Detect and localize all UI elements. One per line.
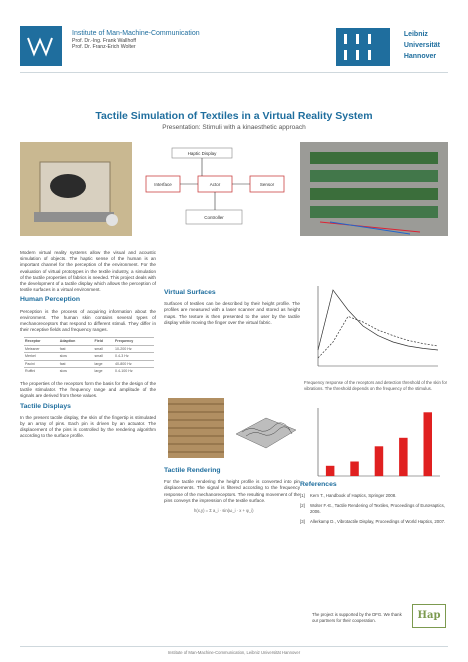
left-column xyxy=(20,250,156,444)
system-diagram xyxy=(142,144,292,234)
university-line-3: Hannover xyxy=(403,53,437,60)
table-note-paragraph: The properties of the receptors form the basis for the design of the tactile stimulator. The frequency range and amplitude of the signals are derived from these values. xyxy=(20,380,156,399)
institute-logo xyxy=(20,26,62,66)
table-cell: fast xyxy=(59,360,94,368)
bar-4 xyxy=(399,438,408,476)
university-line-2: Universität xyxy=(403,42,440,49)
perception-paragraph: Perception is the process of acquiring information about the environment. The human skin contains several types of mechanoreceptors that respond to different stimuli. They differ in their receptive fields and frequency ranges. xyxy=(20,308,156,333)
reference-text: Allerkamp D., Vibrotactile Display, Proceedings of World Haptics, 2007. xyxy=(310,519,446,525)
header-divider xyxy=(20,72,448,73)
hap-logo: Hap xyxy=(412,604,446,628)
formula: h(x,y) = Σ a_i · sin(ω_i · x + φ_i) xyxy=(194,508,254,514)
table-cell: Meissner xyxy=(24,345,59,353)
table-row xyxy=(24,345,154,353)
reference-item xyxy=(300,503,448,514)
reference-number: [2] xyxy=(300,503,305,509)
diagram-box-3: Actor xyxy=(209,182,221,187)
reference-text: Kern T., Handbook of Haptics, Springer 2008. xyxy=(310,492,397,498)
poster-subtitle: Presentation: Stimuli with a kinaesthetic approach xyxy=(162,124,306,131)
spacer xyxy=(164,250,300,286)
table-cell: Merkel xyxy=(24,353,59,361)
surfaces-paragraph: Surfaces of textiles can be described by their height profile. The profiles are measured with a laser scanner and stored as height maps. The texture is then presented to the user by the tactile display while moving the finger over the virtual fabric. xyxy=(164,301,300,325)
diagram-box-4: Sensor xyxy=(259,182,275,187)
reference-item xyxy=(300,493,448,499)
table-cell: slow xyxy=(59,353,94,361)
table-cell: 10-200 Hz xyxy=(114,345,154,353)
table-cell: Pacini xyxy=(24,360,59,368)
section-references: References xyxy=(300,481,337,488)
university-name xyxy=(404,29,440,62)
device-photo xyxy=(20,142,132,236)
intro-paragraph: Modern virtual reality systems allow the visual and acoustic simulation of objects. The haptic sense of the human is an important channel for the perception of the environment. For the evaluation of virtual prototypes in the textile industry, a simulation of the tactile properties of fabrics is needed. This project deals with the development of a tactile display which allows the perception of textile surfaces in a virtual environment. xyxy=(20,250,156,293)
table-header: Field xyxy=(94,338,115,346)
section-virtual-surfaces: Virtual Surfaces xyxy=(164,289,216,296)
figure-band xyxy=(20,138,448,240)
table-cell: small xyxy=(94,353,115,361)
funding-note: The project is supported by the DFG. We thank our partners for their cooperation. xyxy=(312,612,402,623)
reference-number: [3] xyxy=(300,519,305,525)
references-block xyxy=(300,478,448,530)
rendering-block xyxy=(164,464,300,520)
table-cell: large xyxy=(94,360,115,368)
series-line-2 xyxy=(318,316,438,358)
bar-5 xyxy=(424,412,433,476)
displays-paragraph: In the present tactile display, the skin of the fingertip is stimulated by an array of pins. Each pin is driven by an actuator. The displacement of the pins is controlled by the rendering algorithm according to the surface profile. xyxy=(20,414,156,439)
reference-number: [1] xyxy=(300,492,305,498)
university-logo xyxy=(336,28,390,66)
electronics-photo xyxy=(300,142,448,236)
table-header: Frequency xyxy=(114,338,154,346)
poster-title: Tactile Simulation of Textiles in a Virtual Reality System xyxy=(95,110,373,122)
bar-chart xyxy=(304,404,444,482)
table-cell: Ruffini xyxy=(24,368,59,375)
table-cell: small xyxy=(94,345,115,353)
receptor-table xyxy=(24,337,154,375)
person-1: Prof. Dr.-Ing. Frank Wallhoff xyxy=(72,38,136,44)
table-cell: 0.4-100 Hz xyxy=(114,368,154,375)
reference-text: Wolter F.-E., Tactile Rendering of Textiles, Proceedings of EuroHaptics, 2006. xyxy=(310,503,445,514)
height-profile-plot xyxy=(230,396,302,458)
series-line-1 xyxy=(318,290,438,350)
table-cell: fast xyxy=(59,345,94,353)
chart-caption: Frequency response of the receptors and detection threshold of the skin for vibrations. The threshold depends on the frequency of the stimulus. xyxy=(304,380,448,391)
university-line-1: Leibniz xyxy=(403,31,428,38)
bar-1 xyxy=(326,466,335,476)
fabric-photo xyxy=(168,398,224,458)
person-2: Prof. Dr. Franz-Erich Wolter xyxy=(72,44,136,50)
bar-2 xyxy=(350,462,359,477)
institute-block xyxy=(72,30,200,50)
middle-column xyxy=(164,250,300,330)
table-header: Receptor xyxy=(24,338,59,346)
reference-item xyxy=(300,519,448,525)
table-cell: 40-800 Hz xyxy=(114,360,154,368)
table-header: Adaption xyxy=(59,338,94,346)
poster-header xyxy=(0,0,468,78)
section-tactile-rendering: Tactile Rendering xyxy=(164,467,221,474)
table-row xyxy=(24,360,154,368)
table-row xyxy=(24,353,154,361)
footer-divider xyxy=(20,646,448,647)
diagram-box-2: Interface xyxy=(154,182,172,187)
diagram-box-5: Controller xyxy=(204,215,224,220)
rendering-paragraph: For the tactile rendering the height profile is converted into pin displacements. The signal is filtered according to the frequency response of the mechanoreceptors. The resulting movement of the pins conveys the impression of the textile surface. xyxy=(164,479,300,503)
line-chart xyxy=(304,280,444,376)
bar-3 xyxy=(375,446,384,476)
table-row xyxy=(24,368,154,375)
table-cell: 0.4-3 Hz xyxy=(114,353,154,361)
section-tactile-displays: Tactile Displays xyxy=(20,402,71,410)
footer-text: Institute of Man-Machine-Communication, Leibniz Universität Hannover xyxy=(167,650,301,655)
table-cell: slow xyxy=(59,368,94,375)
table-cell: large xyxy=(94,368,115,375)
section-human-perception: Human Perception xyxy=(20,296,81,304)
institute-name: Institute of Man-Machine-Communication xyxy=(72,30,200,37)
diagram-box-1: Haptic Display xyxy=(187,151,217,156)
